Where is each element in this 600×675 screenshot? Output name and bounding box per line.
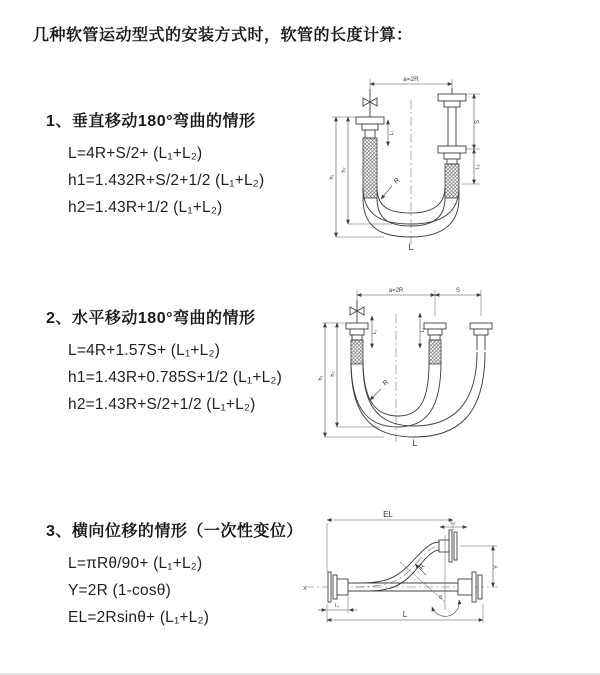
page-title: 几种软管运动型式的安装方式时，软管的长度计算：: [33, 27, 413, 44]
hose-s-curve: [355, 542, 439, 591]
label-a2r: a=2R: [388, 288, 404, 294]
hose-curves: [351, 352, 485, 437]
label-s: S: [475, 119, 481, 125]
label-r: R: [392, 176, 402, 186]
left-connector: [356, 117, 384, 198]
label-h1: h₁: [329, 174, 335, 180]
left-flange: [328, 572, 348, 602]
label-r: R: [418, 563, 427, 572]
label-l1: L₁: [389, 130, 395, 136]
section-2-formulas: [68, 337, 282, 418]
braided-hose-middle: [429, 340, 441, 364]
radius-callout: [381, 177, 401, 199]
label-l1: L₁: [372, 329, 378, 335]
label-h2: h₂: [341, 167, 347, 173]
label-l2: L₂: [420, 327, 426, 333]
diagram-horizontal-move-drawing: [314, 286, 504, 452]
label-s: S: [455, 288, 461, 294]
formula-Y: Y=2R (1-cosθ): [68, 582, 171, 599]
braided-hose-right: [445, 164, 459, 198]
valve-icon: [363, 89, 377, 117]
radius-callout: [370, 379, 390, 400]
dimension-l2: [440, 520, 467, 527]
hose-curves: [363, 187, 459, 237]
braided-hose-left: [363, 138, 377, 198]
formula-L: L=4R+S/2+ (L₁+L₂): [68, 145, 203, 162]
right-connector: [470, 323, 492, 350]
upper-flange: [439, 530, 457, 562]
dimension-a2r: [370, 76, 452, 92]
label-l2: L₂: [450, 520, 456, 526]
dimension-s: [462, 94, 481, 184]
formula-EL: EL=2Rsinθ+ (L₁+L₂): [68, 609, 210, 626]
section-horizontal-move: [46, 305, 282, 418]
braided-hose-left: [351, 340, 363, 364]
label-l2: L₂: [475, 164, 481, 170]
label-el: EL: [383, 510, 393, 519]
diagram-vertical-move-drawing: [322, 72, 508, 254]
section-3-heading: 3、横向位移的情形（一次性变位）: [46, 523, 303, 540]
formula-h1: h1=1.43R+0.785S+1/2 (L₁+L₂): [68, 369, 282, 386]
section-2-heading: 2、水平移动180°弯曲的情形: [46, 310, 256, 327]
label-y: Y: [494, 564, 500, 570]
dimension-l1: [388, 120, 395, 146]
dimension-l: [327, 604, 483, 623]
left-connector: [346, 323, 368, 364]
dimension-a2r: [357, 288, 481, 316]
section-1-formulas: [68, 140, 264, 221]
label-x: X: [303, 586, 307, 592]
section-vertical-move: [46, 108, 264, 221]
dimension-l1: [318, 596, 357, 613]
section-lateral-displacement: [46, 518, 303, 631]
formula-h2: h2=1.43R+S/2+1/2 (L₁+L₂): [68, 396, 256, 413]
dimension-el: [327, 510, 456, 572]
label-a2r: a=2R: [403, 76, 419, 83]
label-l-bottom: L: [412, 438, 418, 448]
section-3-formulas: [68, 550, 303, 631]
formula-L: L=4R+1.57S+ (L₁+L₂): [68, 342, 221, 359]
formula-L: L=πRθ/90+ (L₁+L₂): [68, 555, 203, 572]
formula-h2: h2=1.43R+1/2 (L₁+L₂): [68, 199, 223, 216]
right-connector: [438, 88, 466, 198]
label-theta: θ: [439, 595, 443, 601]
right-flange: [458, 572, 482, 602]
diagram-lateral-displacement-drawing: [300, 510, 505, 638]
label-l-bottom: L: [408, 242, 414, 252]
section-1-heading: 1、垂直移动180°弯曲的情形: [46, 113, 256, 130]
label-l-bottom: L: [402, 610, 408, 619]
dimension-h: [329, 117, 392, 237]
label-h2: h₂: [330, 371, 336, 377]
formula-h1: h1=1.432R+S/2+1/2 (L₁+L₂): [68, 172, 265, 189]
label-h1: h₁: [318, 375, 324, 381]
label-l1: L₁: [334, 603, 340, 609]
label-r: R: [381, 378, 391, 388]
dimension-l1: [372, 313, 426, 348]
valve-icon: [350, 300, 364, 323]
middle-connector: [424, 323, 446, 364]
